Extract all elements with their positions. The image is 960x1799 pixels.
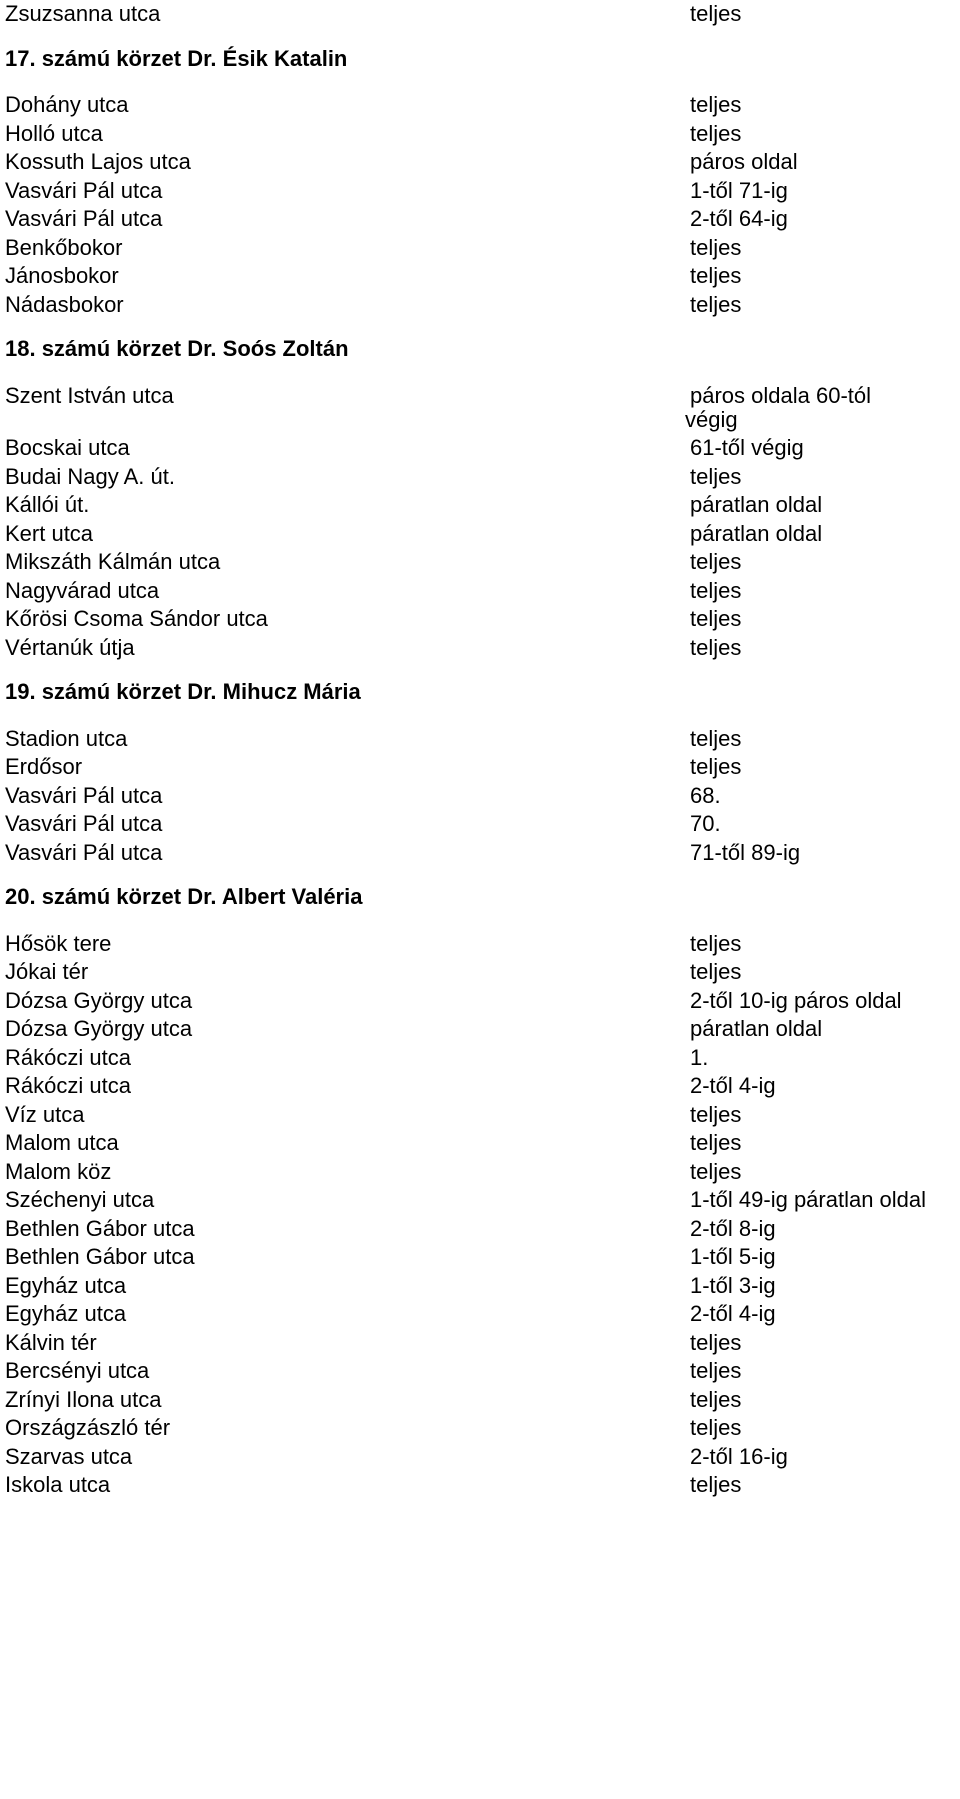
house-number-range: teljes <box>690 120 742 146</box>
street-name: Bocskai utca <box>5 435 130 460</box>
street-name: Iskola utca <box>5 1472 111 1497</box>
street-row <box>5 1414 960 1446</box>
house-number-range: 1-től 5-ig <box>690 1244 776 1269</box>
house-number-range: teljes <box>690 754 742 779</box>
street-row <box>5 1044 960 1076</box>
house-number-range: 1-től 71-ig <box>690 177 788 203</box>
street-name: Egyház utca <box>5 1272 127 1298</box>
house-number-range: teljes <box>690 1101 742 1127</box>
street-name: Stadion utca <box>5 725 128 751</box>
house-number-range: páratlan oldal <box>690 520 823 546</box>
street-row <box>5 1471 960 1503</box>
street-name: Zrínyi Ilona utca <box>5 1386 162 1412</box>
street-name: Jókai tér <box>5 959 89 984</box>
district-heading: 17. számú körzet Dr. Ésik Katalin <box>5 45 348 71</box>
district-heading: 20. számú körzet Dr. Albert Valéria <box>5 884 363 909</box>
street-name: Rákóczi utca <box>5 1044 131 1070</box>
street-name: Kert utca <box>5 520 94 546</box>
house-number-range: teljes <box>690 1329 742 1355</box>
street-row <box>5 1186 960 1218</box>
street-name: Kossuth Lajos utca <box>5 149 191 174</box>
street-row <box>5 839 960 871</box>
street-name: Zsuzsanna utca <box>5 1 161 26</box>
house-number-range: 68. <box>690 782 721 808</box>
house-number-range: 2-től 8-ig <box>690 1215 776 1241</box>
district-heading: 18. számú körzet Dr. Soós Zoltán <box>5 336 349 361</box>
house-number-range: 1-től 49-ig páratlan oldal <box>690 1187 927 1212</box>
street-row <box>5 605 960 637</box>
street-row <box>5 1300 960 1332</box>
house-number-range: teljes <box>690 577 742 603</box>
street-name: Malom utca <box>5 1130 119 1155</box>
house-number-range: teljes <box>690 1415 742 1440</box>
house-number-range: teljes <box>690 263 742 288</box>
house-number-range: teljes <box>690 1358 742 1383</box>
house-number-range: teljes <box>690 1130 742 1155</box>
street-name: Szarvas utca <box>5 1443 133 1469</box>
street-row <box>5 234 960 266</box>
street-row <box>5 463 960 495</box>
street-row <box>5 177 960 209</box>
street-name: Vasvári Pál utca <box>5 782 163 808</box>
house-number-range: teljes <box>690 234 742 260</box>
street-row <box>5 1158 960 1190</box>
street-row <box>5 1272 960 1304</box>
street-name: Széchenyi utca <box>5 1187 155 1212</box>
street-row <box>5 1386 960 1418</box>
house-number-range: 2-től 4-ig <box>690 1073 776 1098</box>
house-number-range: teljes <box>690 291 742 317</box>
street-row <box>5 958 960 990</box>
street-row <box>5 930 960 962</box>
street-name: Szent István utca <box>5 382 174 408</box>
street-name: Hősök tere <box>5 930 112 956</box>
street-name: Nádasbokor <box>5 291 124 317</box>
house-number-range: páros oldal <box>690 149 798 174</box>
house-number-range: 61-től végig <box>690 435 804 460</box>
street-name: Mikszáth Kálmán utca <box>5 549 221 574</box>
house-number-range: teljes <box>690 1386 742 1412</box>
house-number-range: teljes <box>690 1472 742 1497</box>
street-row <box>5 1329 960 1361</box>
house-number-range: teljes <box>690 92 742 117</box>
house-number-range: 2-től 10-ig páros oldal <box>690 987 902 1013</box>
street-name: Nagyvárad utca <box>5 577 160 603</box>
street-name: Bethlen Gábor utca <box>5 1244 195 1269</box>
street-row <box>5 1015 960 1047</box>
street-row <box>5 1129 960 1161</box>
street-row <box>5 0 960 32</box>
street-name: Kálvin tér <box>5 1329 97 1355</box>
street-name: Dózsa György utca <box>5 987 193 1013</box>
house-number-range: teljes <box>690 606 742 631</box>
house-number-range: teljes <box>690 549 742 574</box>
street-name: Budai Nagy A. út. <box>5 463 175 489</box>
street-row <box>5 782 960 814</box>
street-row <box>5 91 960 123</box>
street-row <box>5 148 960 180</box>
district-heading: 19. számú körzet Dr. Mihucz Mária <box>5 679 361 704</box>
street-row <box>5 1243 960 1275</box>
street-name: Malom köz <box>5 1158 112 1184</box>
street-name: Kőrösi Csoma Sándor utca <box>5 606 268 631</box>
street-row <box>5 577 960 609</box>
street-name: Kállói út. <box>5 492 90 517</box>
house-number-range: teljes <box>690 463 742 489</box>
street-name: Vasvári Pál utca <box>5 206 163 231</box>
street-name: Országzászló tér <box>5 1415 171 1440</box>
house-number-range: 2-től 4-ig <box>690 1301 776 1326</box>
house-number-range: 1. <box>690 1044 709 1070</box>
street-row <box>5 1215 960 1247</box>
street-name: Holló utca <box>5 120 103 146</box>
street-row <box>5 987 960 1019</box>
street-row <box>5 291 960 323</box>
house-number-range: teljes <box>690 1158 742 1184</box>
street-name: Dózsa György utca <box>5 1016 193 1041</box>
street-row <box>5 434 960 466</box>
house-number-range: 70. <box>690 811 721 836</box>
house-number-range: teljes <box>690 930 742 956</box>
house-number-range: 1-től 3-ig <box>690 1272 776 1298</box>
street-name: Vértanúk útja <box>5 634 135 660</box>
street-row <box>5 491 960 523</box>
house-number-range: teljes <box>690 634 742 660</box>
house-number-range: páros oldala 60-tól <box>690 382 872 408</box>
house-number-range: 2-től 16-ig <box>690 1443 788 1469</box>
street-name: Vasvári Pál utca <box>5 177 163 203</box>
street-row <box>5 1357 960 1389</box>
street-row <box>5 1072 960 1104</box>
street-name: Erdősor <box>5 754 83 779</box>
house-number-range: 2-től 64-ig <box>690 206 788 231</box>
street-name: Bethlen Gábor utca <box>5 1215 195 1241</box>
street-name: Rákóczi utca <box>5 1073 131 1098</box>
street-row <box>5 520 960 552</box>
house-number-range: teljes <box>690 725 742 751</box>
street-row <box>5 1101 960 1133</box>
street-name: Vasvári Pál utca <box>5 811 163 836</box>
street-name: Víz utca <box>5 1101 85 1127</box>
street-row <box>5 634 960 666</box>
street-row <box>5 1443 960 1475</box>
street-row <box>5 548 960 580</box>
house-number-range: teljes <box>690 959 742 984</box>
street-name: Jánosbokor <box>5 263 119 288</box>
street-row <box>5 382 960 414</box>
street-row <box>5 810 960 842</box>
street-name: Dohány utca <box>5 92 129 117</box>
house-number-range: teljes <box>690 1 742 26</box>
street-row <box>5 120 960 152</box>
street-row <box>5 725 960 757</box>
street-row <box>5 753 960 785</box>
house-number-range: páratlan oldal <box>690 492 823 517</box>
house-number-range: 71-től 89-ig <box>690 839 801 865</box>
street-name: Benkőbokor <box>5 234 123 260</box>
street-name: Bercsényi utca <box>5 1358 150 1383</box>
house-number-range: páratlan oldal <box>690 1016 823 1041</box>
street-row <box>5 262 960 294</box>
house-number-range-continued: végig <box>685 407 738 432</box>
street-row <box>5 205 960 237</box>
street-name: Vasvári Pál utca <box>5 839 163 865</box>
street-name: Egyház utca <box>5 1301 127 1326</box>
